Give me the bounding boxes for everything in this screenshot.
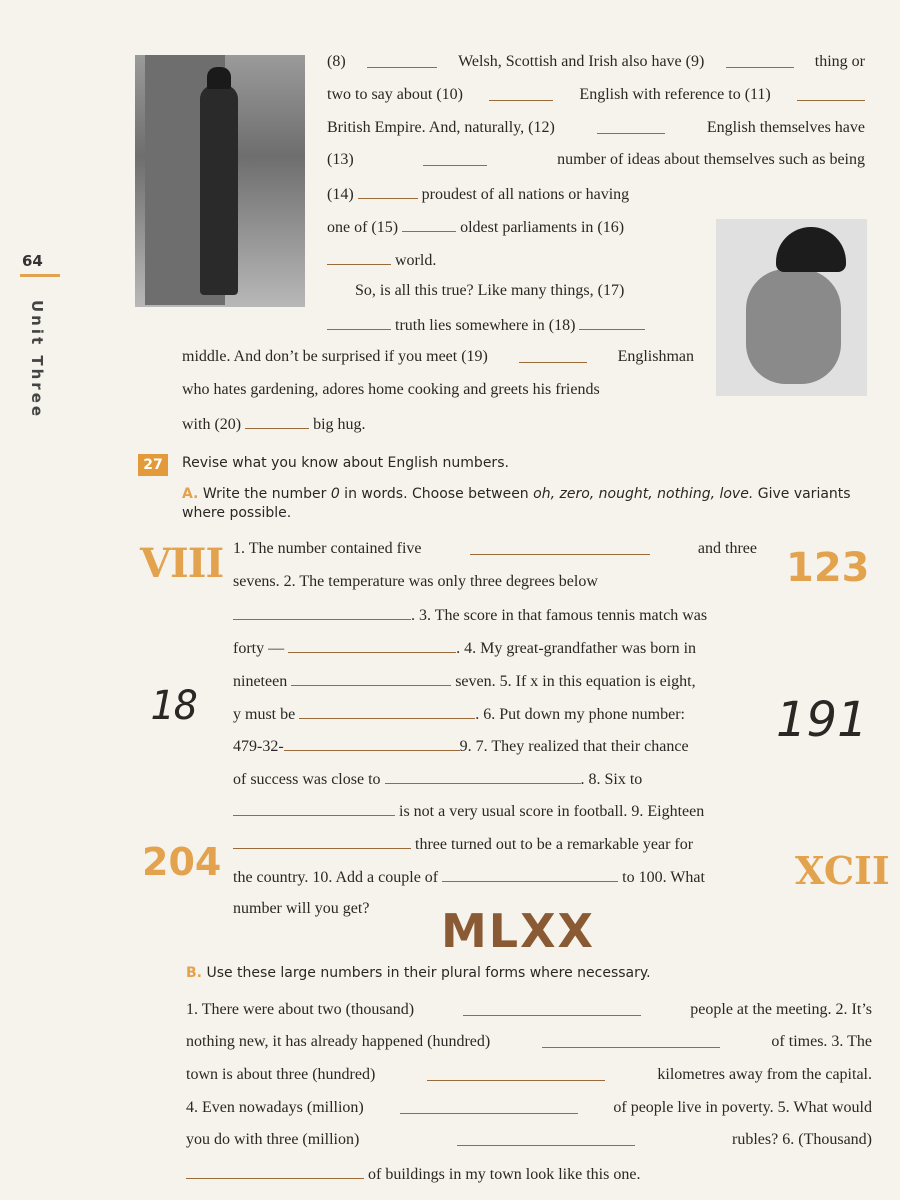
text-line: nineteen seven. 5. If x in this equation is eight, <box>233 673 696 690</box>
blank-a3[interactable] <box>288 638 456 653</box>
blank-b2[interactable] <box>542 1033 720 1048</box>
numeral-mlxx: MLXX <box>441 904 596 958</box>
part-b-instruction: B. Use these large numbers in their plural forms where necessary. <box>186 965 651 981</box>
blank-b6[interactable] <box>186 1164 364 1179</box>
text-line: world. <box>327 250 436 270</box>
blank-a4[interactable] <box>291 671 451 686</box>
text-line: one of (15) oldest parliaments in (16) <box>327 219 625 236</box>
blank-20[interactable] <box>245 414 309 429</box>
text-line: 1. The number contained five and three <box>233 540 757 557</box>
text-line: three turned out to be a remarkable year for <box>233 834 693 854</box>
text-line: y must be . 6. Put down my phone number: <box>233 706 685 723</box>
numeral-191: 191 <box>776 692 868 748</box>
blank-13[interactable] <box>423 151 487 166</box>
blank-a1[interactable] <box>470 540 650 555</box>
part-a-instruction: A. Write the number 0 in words. Choose between oh, zero, nought, nothing, love. Give variants where possible. <box>182 486 851 521</box>
text-line: two to say about (10) English with reference to (11) <box>327 86 865 104</box>
photo-bulldog-bowler-hat <box>716 219 867 396</box>
exercise-title: Revise what you know about English numbers. <box>182 455 509 471</box>
blank-a8[interactable] <box>233 801 395 816</box>
unit-label: Unit Three <box>28 300 46 420</box>
blank-b1[interactable] <box>463 1001 641 1016</box>
blank-a10[interactable] <box>442 867 618 882</box>
text-line: town is about three (hundred) kilometres away from the capital. <box>186 1066 872 1083</box>
blank-19[interactable] <box>519 348 587 363</box>
text-line: (8) Welsh, Scottish and Irish also have (9) thing or <box>327 53 865 70</box>
blank-12[interactable] <box>597 119 665 134</box>
blank-9[interactable] <box>726 53 794 68</box>
text-line: the country. 10. Add a couple of to 100. What <box>233 869 705 886</box>
blank-11[interactable] <box>797 86 865 101</box>
text-line: you do with three (million) rubles? 6. (Thousand) <box>186 1131 872 1148</box>
text-line: 1. There were about two (thousand) people at the meeting. 2. It’s <box>186 1001 872 1018</box>
text-line: of buildings in my town look like this one. <box>186 1164 640 1184</box>
text-line: British Empire. And, naturally, (12) English themselves have <box>327 119 865 136</box>
part-a-letter: A. <box>182 486 199 502</box>
exercise-number-badge: 27 <box>138 454 168 476</box>
text-line: is not a very usual score in football. 9. Eighteen <box>233 801 704 821</box>
blank-b3[interactable] <box>427 1066 605 1081</box>
numeral-viii: VIII <box>140 540 224 587</box>
part-b-letter: B. <box>186 965 202 981</box>
blank-15[interactable] <box>402 217 456 232</box>
photo-man-bowler-hat <box>135 55 305 307</box>
text-line: nothing new, it has already happened (hundred) of times. 3. The <box>186 1033 872 1050</box>
blank-a9[interactable] <box>233 834 411 849</box>
text-line: (14) proudest of all nations or having <box>327 186 630 203</box>
page-number: 64 <box>22 252 43 270</box>
text-line: . 3. The score in that famous tennis match was <box>233 605 707 625</box>
numeral-18: 18 <box>150 683 199 729</box>
blank-8[interactable] <box>367 53 437 68</box>
text-line: number will you get? <box>233 900 370 917</box>
blank-10[interactable] <box>489 86 553 101</box>
blank-18[interactable] <box>579 315 645 330</box>
text-line: middle. And don’t be surprised if you meet (19) Englishman <box>182 348 694 365</box>
blank-a6[interactable] <box>284 736 460 751</box>
numeral-123: 123 <box>786 545 870 591</box>
blank-16[interactable] <box>327 250 391 265</box>
text-line: forty — . 4. My great-grandfather was born in <box>233 640 697 657</box>
blank-b5[interactable] <box>457 1131 635 1146</box>
text-line: 479-32- 9. 7. They realized that their chance <box>233 738 689 755</box>
blank-a5[interactable] <box>299 704 475 719</box>
text-line: (13) number of ideas about themselves such as being <box>327 151 865 168</box>
blank-14[interactable] <box>358 184 418 199</box>
blank-17[interactable] <box>327 315 391 330</box>
text-line: who hates gardening, adores home cooking and greets his friends <box>182 381 600 398</box>
blank-a7[interactable] <box>385 769 581 784</box>
numeral-204: 204 <box>142 840 222 884</box>
text-line: of success was close to . 8. Six to <box>233 771 643 788</box>
numeral-xcii: XCII <box>795 848 890 893</box>
text-line: truth lies somewhere in (18) <box>327 315 645 335</box>
blank-b4[interactable] <box>400 1099 578 1114</box>
blank-a2[interactable] <box>233 605 411 620</box>
page-number-rule <box>20 274 60 277</box>
text-line: 4. Even nowadays (million) of people live in poverty. 5. What would <box>186 1099 872 1116</box>
text-line: So, is all this true? Like many things, (17) <box>355 282 625 299</box>
text-line: sevens. 2. The temperature was only three degrees below <box>233 573 598 590</box>
text-line: with (20) big hug. <box>182 416 366 433</box>
